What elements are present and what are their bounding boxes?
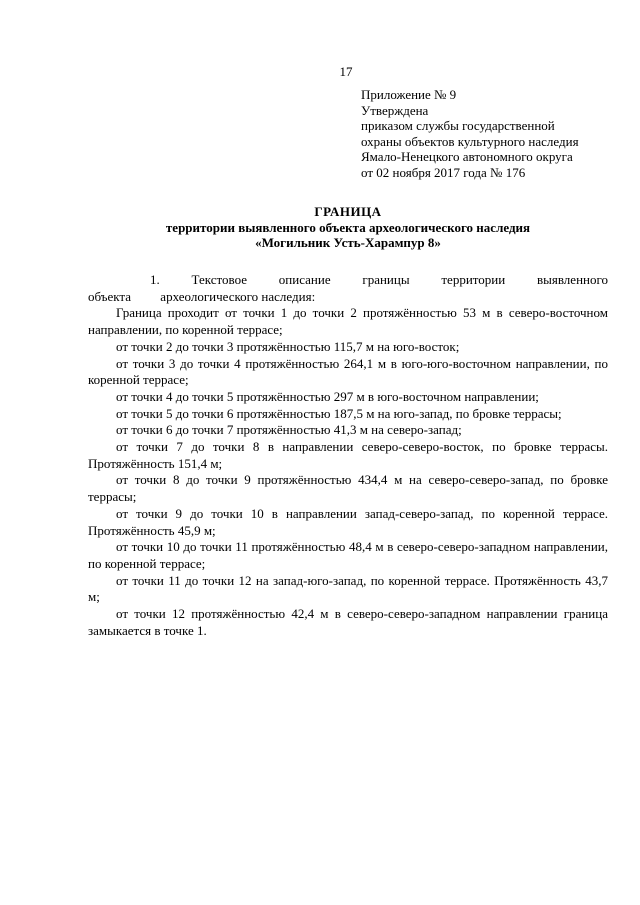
boundary-paragraph: от точки 6 до точки 7 протяжённостью 41,3 м на северо-запад; bbox=[116, 422, 462, 438]
approval-line: охраны объектов культурного наследия bbox=[361, 133, 579, 149]
approval-line: приказом службы государственной bbox=[361, 118, 555, 134]
heading-title: ГРАНИЦА bbox=[314, 204, 382, 219]
boundary-paragraph: от точки 3 до точки 4 протяжённостью 264,1 м в юго-юго-восточном направлении, по коренной террасе; bbox=[88, 355, 608, 388]
boundary-paragraph: Граница проходит от точки 1 до точки 2 протяжённостью 53 м в северо-восточном направлении, по коренной террасе; bbox=[88, 305, 608, 338]
approval-line: Приложение № 9 bbox=[361, 87, 457, 102]
boundary-paragraph: от точки 8 до точки 9 протяжённостью 434,4 м на северо-северо-запад, по бровке террасы; bbox=[88, 472, 608, 505]
section-heading-rest: археологического наследия: bbox=[160, 288, 316, 304]
page-number: 17 bbox=[339, 64, 353, 79]
boundary-paragraph: от точки 2 до точки 3 протяжённостью 115,7 м на юго-восток; bbox=[116, 338, 460, 354]
heading-object-name: «Могильник Усть-Харампур 8» bbox=[255, 235, 441, 250]
section-heading bbox=[88, 272, 608, 305]
document-heading bbox=[88, 204, 608, 251]
approval-line: от 02 ноября 2017 года № 176 bbox=[361, 164, 526, 180]
boundary-paragraph: от точки 12 протяжённостью 42,4 м в северо-северо-западном направлении граница замыкается в точке 1. bbox=[88, 606, 608, 638]
boundary-paragraph: от точки 5 до точки 6 протяжённостью 187,5 м на юго-запад, по бровке террасы; bbox=[116, 405, 562, 421]
approval-line: Ямало-Ненецкого автономного округа bbox=[361, 149, 573, 165]
approval-block bbox=[361, 87, 621, 181]
boundary-paragraph: от точки 10 до точки 11 протяжённостью 48,4 м в северо-северо-западном направлении, по коренной террасе; bbox=[88, 539, 608, 571]
boundary-paragraph: от точки 9 до точки 10 в направлении запад-северо-запад, по коренной террасе. Протяжённость 45,9 м; bbox=[88, 505, 608, 538]
approval-line: Утверждена bbox=[361, 102, 429, 118]
heading-subtitle: территории выявленного объекта археологического наследия bbox=[165, 219, 531, 235]
boundary-paragraph: от точки 4 до точки 5 протяжённостью 297 м в юго-восточном направлении; bbox=[116, 388, 539, 404]
boundary-paragraph: от точки 7 до точки 8 в направлении северо-северо-восток, по бровке террасы. Протяжённость 151,4 м; bbox=[88, 439, 608, 471]
document-body bbox=[88, 272, 608, 639]
boundary-paragraph: от точки 11 до точки 12 на запад-юго-запад, по коренной террасе. Протяжённость 43,7 м; bbox=[88, 572, 608, 605]
section-heading-text: 1. Текстовое описание границы территории выявленного объекта bbox=[88, 272, 608, 304]
